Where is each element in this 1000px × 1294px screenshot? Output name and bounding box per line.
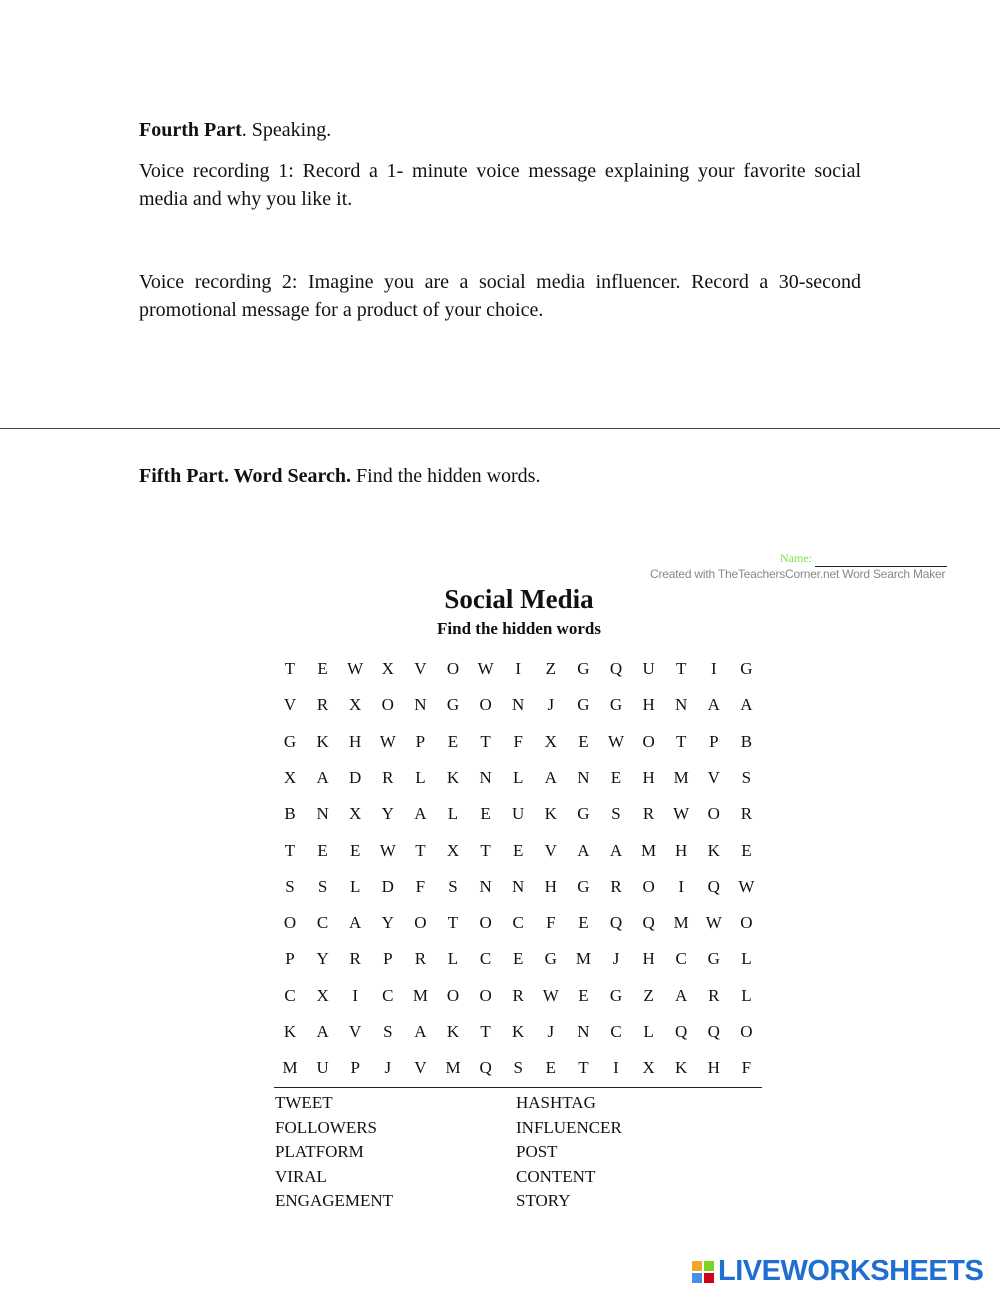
grid-letter: K: [446, 767, 460, 787]
grid-letter: U: [316, 1058, 329, 1078]
grid-letter: T: [675, 659, 687, 678]
word-list-item: POST: [516, 1142, 558, 1162]
grid-letter: G: [577, 659, 590, 678]
grid-letter: H: [349, 731, 362, 751]
grid-letter: S: [317, 876, 328, 896]
grid-letter: G: [707, 949, 720, 969]
grid-letter: E: [317, 659, 328, 678]
credit-text: Created with TheTeachersCorner.net Word Search Maker: [650, 567, 946, 581]
grid-letter: A: [707, 695, 720, 715]
grid-letter: S: [383, 1022, 393, 1041]
grid-letter: L: [349, 876, 361, 896]
grid-letter: L: [447, 949, 459, 969]
grid-letter: G: [609, 695, 623, 715]
grid-letter: P: [415, 731, 426, 751]
grid-letter: T: [480, 1022, 491, 1041]
grid-letter: C: [316, 913, 329, 933]
word-list-item: HASHTAG: [516, 1093, 596, 1112]
grid-letter: Q: [675, 1022, 688, 1041]
grid-letter: N: [512, 695, 525, 715]
grid-letter: F: [415, 876, 426, 896]
voice-recording-1: Voice recording 1: Record a 1- minute voice message explaining your favorite social media and why you like it.: [139, 160, 861, 210]
fifth-part-title: Fifth Part. Word Search.: [139, 465, 352, 487]
grid-letter: S: [448, 876, 458, 896]
grid-letter: C: [382, 985, 394, 1005]
grid-letter: I: [515, 659, 522, 678]
grid-letter: X: [316, 985, 329, 1005]
grid-letter: P: [285, 949, 295, 969]
logo-icon: [692, 1261, 714, 1283]
grid-letter: O: [479, 985, 492, 1005]
divider: [0, 428, 1000, 429]
grid-letter: M: [445, 1058, 461, 1078]
grid-letter: I: [352, 985, 359, 1005]
word-list-item: INFLUENCER: [516, 1117, 622, 1137]
grid-letter: G: [577, 804, 590, 824]
fifth-part-subtitle: Find the hidden words.: [351, 465, 541, 487]
liveworksheets-logo: [692, 1255, 983, 1288]
grid-letter: Q: [479, 1058, 492, 1078]
grid-letter: E: [480, 804, 491, 824]
grid-letter: P: [709, 731, 719, 751]
grid-letter: S: [611, 804, 621, 824]
grid-letter: E: [578, 913, 589, 933]
fourth-part-heading: [139, 116, 861, 144]
grid-letter: A: [675, 985, 688, 1005]
logo-text: LIVEWORKSHEETS: [718, 1255, 984, 1287]
grid-letter: J: [384, 1058, 392, 1078]
grid-divider: [274, 1087, 762, 1088]
grid-letter: O: [414, 913, 427, 933]
grid-letter: N: [675, 695, 688, 715]
voice-recording-2: Voice recording 2: Imagine you are a social media influencer. Record a 30-second promotional message for a product of your choice.: [139, 271, 861, 321]
grid-letter: K: [512, 1022, 525, 1041]
grid-letter: A: [577, 840, 590, 860]
grid-letter: G: [577, 695, 590, 715]
fifth-part-heading: [139, 462, 861, 490]
grid-letter: R: [316, 695, 329, 715]
grid-letter: S: [285, 876, 295, 896]
grid-letter: I: [710, 659, 717, 678]
grid-letter: E: [610, 767, 622, 787]
grid-letter: W: [347, 659, 364, 678]
grid-letter: R: [740, 804, 753, 824]
grid-letter: V: [414, 1058, 427, 1078]
grid-letter: G: [577, 876, 590, 896]
grid-letter: O: [740, 913, 753, 933]
grid-letter: L: [741, 985, 752, 1005]
grid-letter: M: [673, 913, 689, 933]
grid-letter: A: [609, 840, 623, 860]
grid-letter: E: [512, 840, 524, 860]
grid-letter: D: [349, 767, 362, 787]
grid-letter: V: [349, 1022, 362, 1041]
grid-letter: W: [542, 985, 559, 1005]
grid-letter: E: [349, 840, 361, 860]
grid-letter: W: [738, 876, 755, 896]
grid-letter: B: [740, 731, 753, 751]
grid-letter: L: [643, 1022, 654, 1041]
grid-letter: J: [612, 949, 620, 969]
word-list-item: ENGAGEMENT: [275, 1191, 394, 1211]
grid-letter: T: [415, 840, 426, 860]
grid-letter: W: [379, 840, 396, 860]
grid-letter: B: [284, 804, 296, 824]
grid-letter: Q: [609, 913, 623, 933]
grid-letter: J: [547, 1022, 555, 1041]
grid-letter: H: [642, 767, 655, 787]
grid-letter: O: [740, 1022, 753, 1041]
grid-letter: E: [578, 731, 589, 751]
grid-letter: U: [512, 804, 525, 824]
grid-letter: W: [705, 913, 722, 933]
word-list-item: TWEET: [275, 1093, 333, 1112]
grid-letter: Y: [381, 804, 394, 824]
grid-letter: G: [446, 695, 460, 715]
word-search-title: Social Media: [444, 584, 594, 614]
grid-letter: U: [642, 659, 655, 678]
grid-letter: E: [317, 840, 328, 860]
grid-letter: X: [544, 731, 557, 751]
grid-letter: P: [350, 1058, 360, 1078]
grid-letter: C: [479, 949, 492, 969]
grid-letter: E: [447, 731, 459, 751]
grid-letter: S: [741, 767, 752, 787]
grid-letter: S: [513, 1058, 523, 1078]
grid-letter: O: [381, 695, 394, 715]
grid-letter: M: [282, 1058, 298, 1078]
grid-letter: H: [544, 876, 557, 896]
grid-letter: T: [284, 840, 296, 860]
fourth-part-title: Fourth Part: [139, 119, 242, 141]
grid-letter: X: [446, 840, 460, 860]
grid-letter: M: [641, 840, 657, 860]
grid-letter: Q: [707, 1022, 720, 1041]
grid-letter: Z: [545, 659, 556, 678]
grid-letter: G: [740, 659, 753, 678]
grid-letter: E: [545, 1058, 556, 1078]
grid-letter: K: [316, 731, 329, 751]
name-label: Name:: [780, 551, 812, 565]
grid-letter: R: [642, 804, 655, 824]
grid-letter: C: [512, 913, 524, 933]
grid-letter: Y: [316, 949, 329, 969]
grid-letter: Q: [642, 913, 655, 933]
grid-letter: K: [446, 1022, 460, 1041]
grid-letter: E: [578, 985, 589, 1005]
grid-letter: R: [708, 985, 720, 1005]
grid-letter: E: [512, 949, 524, 969]
grid-letter: O: [479, 913, 492, 933]
grid-letter: H: [642, 949, 655, 969]
grid-letter: P: [383, 949, 393, 969]
grid-letter: H: [707, 1058, 720, 1078]
grid-letter: R: [349, 949, 361, 969]
grid-letter: R: [610, 876, 622, 896]
grid-letter: L: [415, 767, 426, 787]
grid-letter: R: [382, 767, 394, 787]
word-search-subtitle: Find the hidden words: [437, 619, 601, 638]
grid-letter: Z: [643, 985, 654, 1005]
grid-letter: A: [316, 1022, 329, 1041]
grid-letter: Y: [381, 913, 394, 933]
grid-letter: T: [284, 659, 296, 678]
grid-letter: H: [642, 695, 655, 715]
grid-letter: K: [675, 1058, 688, 1078]
grid-letter: T: [578, 1058, 589, 1078]
grid-letter: R: [512, 985, 524, 1005]
grid-letter: W: [607, 731, 625, 751]
grid-letter: L: [512, 767, 524, 787]
grid-letter: W: [673, 804, 690, 824]
grid-letter: F: [513, 731, 523, 751]
grid-letter: N: [479, 767, 492, 787]
grid-letter: X: [349, 804, 362, 824]
grid-letter: V: [707, 767, 720, 787]
grid-letter: N: [577, 767, 590, 787]
grid-letter: O: [446, 985, 460, 1005]
grid-letter: M: [575, 949, 591, 969]
grid-letter: R: [414, 949, 427, 969]
grid-letter: J: [547, 695, 555, 715]
grid-letter: A: [544, 767, 557, 787]
grid-letter: H: [675, 840, 688, 860]
word-list-item: VIRAL: [275, 1166, 327, 1186]
grid-letter: G: [544, 949, 557, 969]
word-list-item: PLATFORM: [275, 1142, 364, 1162]
grid-letter: O: [642, 876, 655, 896]
grid-letter: A: [316, 767, 329, 787]
grid-letter: X: [381, 659, 394, 678]
grid-letter: N: [479, 876, 492, 896]
grid-letter: A: [349, 913, 362, 933]
word-list-item: CONTENT: [516, 1166, 596, 1186]
grid-letter: A: [414, 804, 427, 824]
grid-letter: T: [447, 913, 459, 933]
grid-letter: X: [349, 695, 362, 715]
grid-letter: D: [381, 876, 394, 896]
grid-letter: O: [446, 659, 460, 678]
grid-letter: T: [480, 840, 491, 860]
grid-letter: L: [741, 949, 752, 969]
grid-letter: X: [283, 767, 297, 787]
grid-letter: L: [447, 804, 459, 824]
grid-letter: I: [678, 876, 685, 896]
grid-letter: K: [283, 1022, 297, 1041]
grid-letter: V: [544, 840, 557, 860]
grid-letter: O: [283, 913, 297, 933]
grid-letter: W: [379, 731, 396, 751]
grid-letter: V: [414, 659, 427, 678]
grid-letter: O: [642, 731, 655, 751]
grid-letter: Q: [707, 876, 720, 896]
grid-letter: I: [613, 1058, 619, 1078]
grid-letter: O: [707, 804, 720, 824]
grid-letter: C: [284, 985, 296, 1005]
grid-letter: M: [673, 767, 689, 787]
grid-letter: E: [741, 840, 752, 860]
grid-letter: C: [610, 1022, 622, 1041]
grid-letter: K: [707, 840, 720, 860]
grid-letter: F: [546, 913, 556, 933]
grid-letter: O: [479, 695, 492, 715]
grid-letter: M: [412, 985, 428, 1005]
grid-letter: G: [609, 985, 623, 1005]
grid-letter: W: [477, 659, 494, 678]
grid-letter: T: [675, 731, 687, 751]
grid-letter: G: [283, 731, 297, 751]
grid-letter: A: [414, 1022, 427, 1041]
word-list-item: STORY: [516, 1191, 571, 1211]
word-list-item: FOLLOWERS: [275, 1117, 377, 1137]
grid-letter: K: [544, 804, 557, 824]
grid-letter: A: [740, 695, 753, 715]
grid-letter: V: [283, 695, 297, 715]
grid-letter: X: [642, 1058, 655, 1078]
grid-letter: F: [741, 1058, 752, 1078]
grid-letter: N: [414, 695, 427, 715]
grid-letter: N: [577, 1022, 590, 1041]
fourth-part-subtitle: . Speaking.: [241, 119, 332, 141]
grid-letter: C: [675, 949, 687, 969]
grid-letter: T: [480, 731, 491, 751]
grid-letter: Q: [609, 659, 623, 678]
grid-letter: N: [512, 876, 525, 896]
grid-letter: N: [316, 804, 329, 824]
